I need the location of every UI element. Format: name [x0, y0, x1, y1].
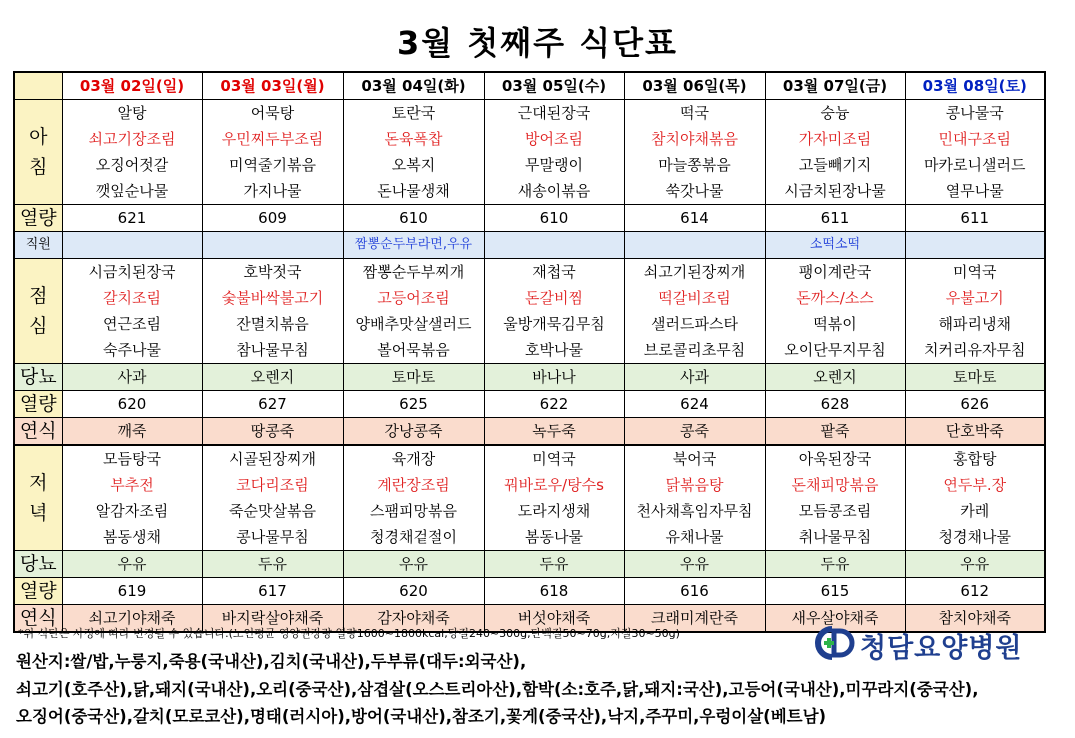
breakfast-dish: 참치야채볶음 [624, 126, 765, 152]
breakfast-kcal-cell: 610 [343, 205, 484, 232]
staff-meal-cell: 소떡소떡 [765, 232, 905, 259]
breakfast-dish: 알탕 [62, 100, 202, 127]
dinner-label-2: 녁 [29, 502, 48, 524]
breakfast-dish: 오징어젓갈 [62, 152, 202, 178]
breakfast-row [14, 100, 1045, 127]
dinner-row [14, 472, 1045, 498]
dinner-diabetes-cell: 두유 [202, 551, 343, 578]
lunch-dish: 울방개묵김무침 [484, 311, 624, 337]
dinner-dish: 연두부.장 [905, 472, 1045, 498]
dinner-dish: 꿔바로우/탕수s [484, 472, 624, 498]
lunch-kcal-cell: 628 [765, 391, 905, 418]
lunch-diabetes-cell: 토마토 [343, 364, 484, 391]
breakfast-dish: 무말랭이 [484, 152, 624, 178]
page-title: 3월 첫째주 식단표 [397, 24, 678, 62]
header-row [14, 72, 1045, 100]
lunch-dish: 돈까스/소스 [765, 285, 905, 311]
lunch-row [14, 311, 1045, 337]
lunch-row [14, 337, 1045, 364]
breakfast-dish: 가지나물 [202, 178, 343, 205]
lunch-dish: 시금치된장국 [62, 259, 202, 286]
lunch-snack-cell: 녹두죽 [484, 418, 624, 446]
dinner-diabetes-cell: 우유 [62, 551, 202, 578]
dinner-dish: 미역국 [484, 445, 624, 472]
lunch-dish: 우불고기 [905, 285, 1045, 311]
dinner-dish: 북어국 [624, 445, 765, 472]
lunch-dish: 떡갈비조림 [624, 285, 765, 311]
day-header: 03월 08일(토) [905, 72, 1045, 100]
breakfast-dish: 쇠고기장조림 [62, 126, 202, 152]
lunch-row [14, 259, 1045, 286]
dinner-dish: 알감자조림 [62, 498, 202, 524]
staff-meal-cell [905, 232, 1045, 259]
lunch-dish: 갈치조림 [62, 285, 202, 311]
lunch-dish: 재첩국 [484, 259, 624, 286]
dinner-snack-cell: 쇠고기야채죽 [62, 605, 202, 633]
dinner-kcal-label: 열량 [14, 578, 62, 605]
breakfast-kcal-cell: 610 [484, 205, 624, 232]
dinner-dish: 취나물무침 [765, 524, 905, 551]
lunch-kcal-row [14, 391, 1045, 418]
lunch-label-2: 심 [29, 315, 48, 337]
lunch-diabetes-cell: 사과 [624, 364, 765, 391]
dinner-dish: 모듬탕국 [62, 445, 202, 472]
lunch-label [14, 259, 62, 364]
dinner-diabetes-cell: 우유 [343, 551, 484, 578]
breakfast-dish: 숭늉 [765, 100, 905, 127]
dinner-dish: 시골된장찌개 [202, 445, 343, 472]
breakfast-kcal-cell: 611 [765, 205, 905, 232]
dinner-diabetes-cell: 두유 [484, 551, 624, 578]
dinner-dish: 아욱된장국 [765, 445, 905, 472]
lunch-kcal-cell: 626 [905, 391, 1045, 418]
lunch-dish: 팽이계란국 [765, 259, 905, 286]
lunch-dish: 숯불바싹불고기 [202, 285, 343, 311]
dinner-diabetes-row [14, 551, 1045, 578]
dinner-dish: 콩나물무침 [202, 524, 343, 551]
dinner-row [14, 524, 1045, 551]
lunch-dish: 양배추맛살샐러드 [343, 311, 484, 337]
lunch-diabetes-label: 당뇨 [14, 364, 62, 391]
lunch-dish: 볼어묵볶음 [343, 337, 484, 364]
lunch-diabetes-cell: 사과 [62, 364, 202, 391]
lunch-snack-cell: 콩죽 [624, 418, 765, 446]
breakfast-dish: 마카로니샐러드 [905, 152, 1045, 178]
lunch-snack-cell: 강낭콩죽 [343, 418, 484, 446]
breakfast-dish: 떡국 [624, 100, 765, 127]
breakfast-dish: 깻잎순나물 [62, 178, 202, 205]
dinner-kcal-cell: 618 [484, 578, 624, 605]
dinner-snack-cell: 감자야채죽 [343, 605, 484, 633]
lunch-kcal-cell: 620 [62, 391, 202, 418]
lunch-dish: 치커리유자무침 [905, 337, 1045, 364]
dinner-dish: 천사채흑임자무침 [624, 498, 765, 524]
lunch-kcal-cell: 622 [484, 391, 624, 418]
lunch-dish: 떡볶이 [765, 311, 905, 337]
lunch-kcal-cell: 627 [202, 391, 343, 418]
dinner-kcal-cell: 616 [624, 578, 765, 605]
dinner-diabetes-cell: 우유 [905, 551, 1045, 578]
lunch-kcal-cell: 624 [624, 391, 765, 418]
staff-meal-cell [484, 232, 624, 259]
breakfast-dish: 근대된장국 [484, 100, 624, 127]
nutrition-note: *위 식단은 사정에 따라 변경될 수 있습니다.(노인평균 영양권장량 열량1600~1800kcal,당질240~300g,단백질50~70g,지질30~50g) [18, 627, 680, 640]
breakfast-dish: 민대구조림 [905, 126, 1045, 152]
dinner-snack-cell: 바지락살야채죽 [202, 605, 343, 633]
lunch-snack-cell: 땅콩죽 [202, 418, 343, 446]
lunch-dish: 쇠고기된장찌개 [624, 259, 765, 286]
breakfast-kcal-cell: 621 [62, 205, 202, 232]
dinner-diabetes-cell: 우유 [624, 551, 765, 578]
breakfast-dish: 돈육폭찹 [343, 126, 484, 152]
dinner-dish: 스팸피망볶음 [343, 498, 484, 524]
breakfast-kcal-cell: 611 [905, 205, 1045, 232]
breakfast-dish: 미역줄기볶음 [202, 152, 343, 178]
dinner-kcal-cell: 612 [905, 578, 1045, 605]
breakfast-dish: 방어조림 [484, 126, 624, 152]
dinner-dish: 모듬콩조림 [765, 498, 905, 524]
staff-meal-cell: 짬뽕순두부라면,우유 [343, 232, 484, 259]
lunch-dish: 미역국 [905, 259, 1045, 286]
lunch-diabetes-cell: 토마토 [905, 364, 1045, 391]
dinner-dish: 계란장조림 [343, 472, 484, 498]
dinner-dish: 홍합탕 [905, 445, 1045, 472]
dinner-snack-cell: 참치야채죽 [905, 605, 1045, 633]
dinner-dish: 돈채피망볶음 [765, 472, 905, 498]
staff-meal-label: 직원 [14, 232, 62, 259]
day-header: 03월 07일(금) [765, 72, 905, 100]
breakfast-dish: 어묵탕 [202, 100, 343, 127]
dinner-kcal-row [14, 578, 1045, 605]
dinner-dish: 청경채겉절이 [343, 524, 484, 551]
breakfast-dish: 시금치된장나물 [765, 178, 905, 205]
breakfast-dish: 열무나물 [905, 178, 1045, 205]
origin-line-1: 원산지:쌀/밥,누룽지,죽용(국내산),김치(국내산),두부류(대두:외국산), [16, 652, 527, 671]
dinner-dish: 죽순맛살볶음 [202, 498, 343, 524]
staff-meal-row [14, 232, 1045, 259]
breakfast-dish: 돈나물생채 [343, 178, 484, 205]
dinner-dish: 부추전 [62, 472, 202, 498]
breakfast-kcal-cell: 609 [202, 205, 343, 232]
lunch-snack-cell: 단호박죽 [905, 418, 1045, 446]
dinner-label-1: 저 [29, 472, 48, 494]
lunch-row [14, 285, 1045, 311]
breakfast-dish: 콩나물국 [905, 100, 1045, 127]
dinner-row [14, 445, 1045, 472]
breakfast-dish: 마늘쫑볶음 [624, 152, 765, 178]
lunch-dish: 잔멸치볶음 [202, 311, 343, 337]
lunch-diabetes-cell: 오렌지 [765, 364, 905, 391]
lunch-dish: 연근조림 [62, 311, 202, 337]
dinner-dish: 유채나물 [624, 524, 765, 551]
lunch-snack-cell: 팥죽 [765, 418, 905, 446]
dinner-dish: 육개장 [343, 445, 484, 472]
lunch-dish: 고등어조림 [343, 285, 484, 311]
dinner-dish: 청경채나물 [905, 524, 1045, 551]
dinner-dish: 봄동생채 [62, 524, 202, 551]
day-header: 03월 03일(월) [202, 72, 343, 100]
day-header: 03월 04일(화) [343, 72, 484, 100]
lunch-dish: 샐러드파스타 [624, 311, 765, 337]
breakfast-row [14, 126, 1045, 152]
dinner-label [14, 445, 62, 551]
hospital-logo-icon [812, 624, 858, 662]
hospital-logo [812, 624, 1052, 662]
dinner-row [14, 498, 1045, 524]
breakfast-label [14, 100, 62, 205]
breakfast-dish: 새송이볶음 [484, 178, 624, 205]
breakfast-row [14, 178, 1045, 205]
day-header: 03월 06일(목) [624, 72, 765, 100]
dinner-dish: 닭볶음탕 [624, 472, 765, 498]
breakfast-label-1: 아 [29, 126, 48, 148]
lunch-dish: 돈갈비찜 [484, 285, 624, 311]
lunch-snack-cell: 깨죽 [62, 418, 202, 446]
lunch-dish: 브로콜리초무침 [624, 337, 765, 364]
dinner-dish: 봄동나물 [484, 524, 624, 551]
dinner-diabetes-cell: 두유 [765, 551, 905, 578]
breakfast-dish: 가자미조림 [765, 126, 905, 152]
lunch-dish: 해파리냉채 [905, 311, 1045, 337]
staff-meal-cell [202, 232, 343, 259]
breakfast-dish: 쑥갓나물 [624, 178, 765, 205]
lunch-dish: 짬뽕순두부찌개 [343, 259, 484, 286]
staff-meal-cell [62, 232, 202, 259]
breakfast-dish: 토란국 [343, 100, 484, 127]
breakfast-kcal-cell: 614 [624, 205, 765, 232]
lunch-label-1: 점 [29, 285, 48, 307]
dinner-kcal-cell: 620 [343, 578, 484, 605]
dinner-dish: 도라지생채 [484, 498, 624, 524]
staff-meal-cell [624, 232, 765, 259]
lunch-dish: 호박나물 [484, 337, 624, 364]
origin-line-3: 오징어(중국산),갈치(모로코산),명태(러시아),방어(국내산),참조기,꽃게(중국산),낙지,주꾸미,우렁이살(베트남) [16, 707, 827, 726]
dinner-snack-cell: 크래미계란죽 [624, 605, 765, 633]
lunch-diabetes-cell: 바나나 [484, 364, 624, 391]
breakfast-kcal-label: 열량 [14, 205, 62, 232]
menu-table [13, 71, 1046, 633]
breakfast-label-2: 침 [29, 156, 48, 178]
dinner-kcal-cell: 617 [202, 578, 343, 605]
dinner-snack-label: 연식 [14, 605, 62, 633]
lunch-dish: 호박젓국 [202, 259, 343, 286]
lunch-diabetes-row [14, 364, 1045, 391]
lunch-kcal-label: 열량 [14, 391, 62, 418]
breakfast-row [14, 152, 1045, 178]
origin-line-2: 쇠고기(호주산),닭,돼지(국내산),오리(중국산),삼겹살(오스트리아산),함박(소:호주,닭,돼지:국산),고등어(국내산),미꾸라지(중국산), [16, 680, 979, 699]
day-header: 03월 02일(일) [62, 72, 202, 100]
hospital-name: 청담요양병원 [860, 633, 1023, 664]
breakfast-dish: 오복지 [343, 152, 484, 178]
dinner-kcal-cell: 619 [62, 578, 202, 605]
dinner-snack-cell: 버섯야채죽 [484, 605, 624, 633]
dinner-diabetes-label: 당뇨 [14, 551, 62, 578]
lunch-diabetes-cell: 오렌지 [202, 364, 343, 391]
dinner-kcal-cell: 615 [765, 578, 905, 605]
breakfast-kcal-row [14, 205, 1045, 232]
dinner-snack-cell: 새우살야채죽 [765, 605, 905, 633]
lunch-dish: 참나물무침 [202, 337, 343, 364]
dinner-dish: 카레 [905, 498, 1045, 524]
dinner-dish: 코다리조림 [202, 472, 343, 498]
day-header: 03월 05일(수) [484, 72, 624, 100]
lunch-snack-row [14, 418, 1045, 446]
lunch-snack-label: 연식 [14, 418, 62, 446]
lunch-dish: 숙주나물 [62, 337, 202, 364]
breakfast-dish: 우민찌두부조림 [202, 126, 343, 152]
breakfast-dish: 고들빼기지 [765, 152, 905, 178]
corner-cell [14, 72, 62, 100]
lunch-kcal-cell: 625 [343, 391, 484, 418]
lunch-dish: 오이단무지무침 [765, 337, 905, 364]
